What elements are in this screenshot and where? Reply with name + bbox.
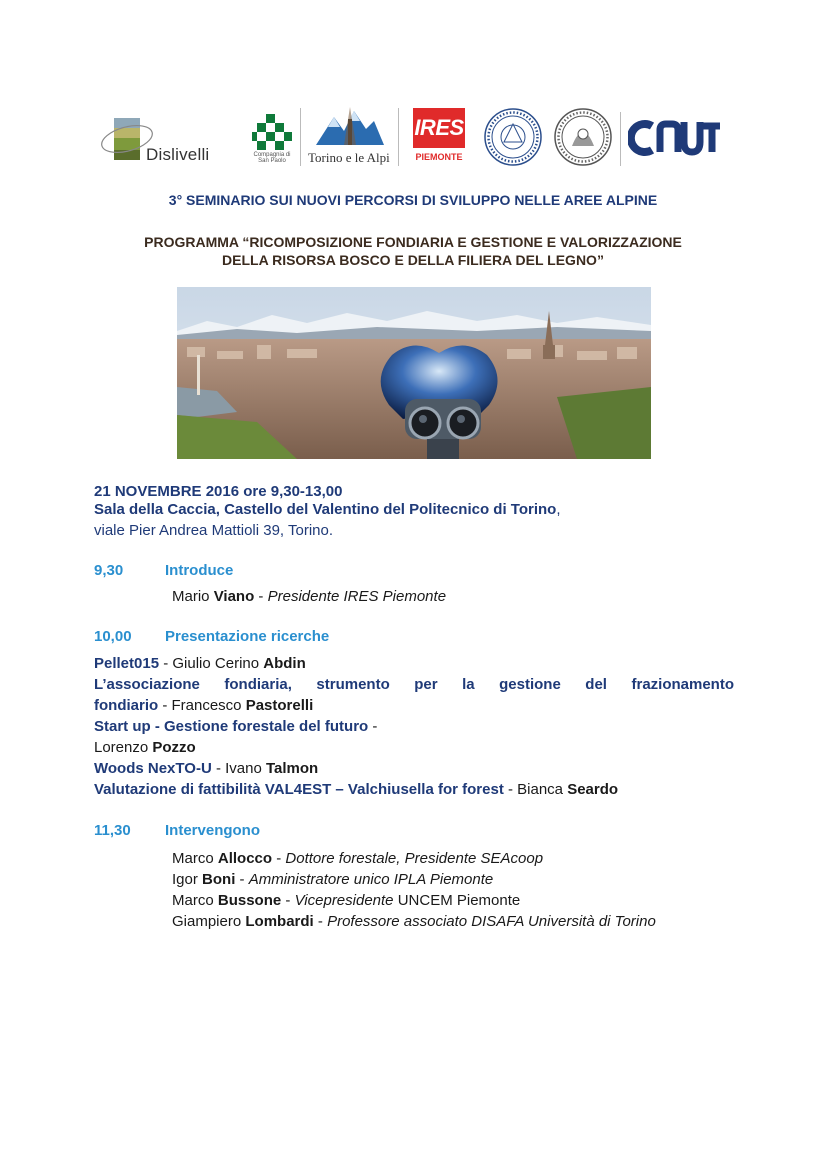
- speaker-separator: -: [272, 850, 286, 867]
- dislivelli-logo-text: Dislivelli: [146, 145, 210, 164]
- speaker-line: [172, 870, 493, 889]
- session-title: Introduce: [165, 562, 234, 579]
- presenter-prefix: - Bianca: [503, 781, 568, 798]
- speaker-role: Vicepresidente: [294, 892, 394, 909]
- presentation-title: Woods NexTO-U: [94, 760, 212, 777]
- torino-alpi-logo-icon: [314, 107, 386, 147]
- universita-torino-seal-icon: [554, 108, 612, 166]
- presenter-prefix: - Ivano: [211, 760, 266, 777]
- logo-divider: [620, 112, 621, 166]
- session-time: 10,00: [94, 628, 132, 645]
- presenter-first-name: Lorenzo: [94, 739, 149, 756]
- cnut-logo-icon: [628, 118, 722, 158]
- speaker-separator: -: [254, 588, 268, 605]
- presenter-last-name: Pozzo: [152, 739, 196, 756]
- presentation-item: [94, 654, 306, 673]
- session-time: 9,30: [94, 562, 124, 579]
- presenter-prefix: - Francesco: [158, 697, 246, 714]
- speaker-separator: -: [235, 871, 249, 888]
- speaker-first-name: Igor: [172, 871, 198, 888]
- speaker-first-name: Marco: [172, 892, 214, 909]
- speaker-last-name: Boni: [202, 871, 236, 888]
- speaker-first-name: Marco: [172, 850, 214, 867]
- seminar-title: 3° SEMINARIO SUI NUOVI PERCORSI DI SVILUPPO NELLE AREE ALPINE: [168, 192, 658, 208]
- presentation-title: Valutazione di fattibilità VAL4EST – Valchiusella for forest: [94, 781, 504, 798]
- logo-divider: [398, 108, 399, 166]
- speaker-first-name: Mario: [172, 588, 210, 605]
- event-date: 21 NOVEMBRE 2016 ore 9,30-13,00: [94, 483, 343, 500]
- speaker-last-name: Allocco: [217, 850, 273, 867]
- ires-piemonte-logo: [413, 108, 465, 164]
- presenter-prefix: - Giulio Cerino: [159, 655, 264, 672]
- politecnico-seal-icon: [484, 108, 542, 166]
- programme-title-line2: DELLA RISORSA BOSCO E DELLA FILIERA DEL LEGNO”: [222, 252, 604, 268]
- speaker-first-name: Giampiero: [172, 913, 242, 930]
- speaker-line: [172, 891, 520, 910]
- ires-logo-subtext: PIEMONTE: [415, 152, 463, 162]
- speaker-line: [172, 587, 446, 606]
- speaker-line: [172, 849, 543, 868]
- session-time: 11,30: [94, 822, 131, 839]
- presentation-title: Pellet015: [94, 655, 160, 672]
- programme-title: [60, 233, 766, 269]
- session-title: Intervengono: [165, 822, 261, 839]
- presentation-item: [94, 759, 318, 778]
- logo-divider: [300, 108, 301, 166]
- speaker-last-name: Bussone: [217, 892, 282, 909]
- speaker-role: Amministratore unico IPLA Piemonte: [248, 871, 494, 888]
- presenter-separator: -: [368, 718, 378, 735]
- speaker-separator: -: [281, 892, 295, 909]
- speaker-role: Professore associato DISAFA Università di Torino: [327, 913, 656, 930]
- speaker-separator: -: [313, 913, 328, 930]
- ires-logo-text: IRES: [413, 108, 465, 148]
- programme-title-line1: PROGRAMMA “RICOMPOSIZIONE FONDIARIA E GESTIONE E VALORIZZAZIONE: [144, 234, 682, 250]
- presenter-last-name: Talmon: [266, 760, 319, 777]
- presentation-title-cont: fondiario: [94, 697, 159, 714]
- presentation-title: Start up - Gestione forestale del futuro: [94, 718, 369, 735]
- venue-punctuation: ,: [556, 501, 561, 518]
- presenter-last-name: Pastorelli: [245, 697, 314, 714]
- speaker-last-name: Viano: [213, 588, 255, 605]
- presentation-item: [94, 696, 313, 715]
- presentation-item: [94, 780, 618, 799]
- speaker-last-name: Lombardi: [245, 913, 314, 930]
- speaker-org: UNCEM Piemonte: [393, 892, 521, 909]
- event-venue: [94, 500, 561, 519]
- session-title: Presentazione ricerche: [165, 628, 330, 645]
- speaker-role: Presidente IRES Piemonte: [267, 588, 447, 605]
- presenter-line: [94, 738, 196, 757]
- presentation-item: [94, 717, 377, 736]
- venue-name: Sala della Caccia, Castello del Valentino del Politecnico di Torino: [94, 501, 557, 518]
- torino-alpi-logo-text: Torino e le Alpi: [308, 150, 390, 165]
- presenter-last-name: Seardo: [567, 781, 619, 798]
- presenter-last-name: Abdin: [263, 655, 306, 672]
- speaker-role: Dottore forestale, Presidente SEAcoop: [285, 850, 544, 867]
- presentation-title: L’associazione fondiaria, strumento per la gestione del frazionamento: [94, 676, 734, 693]
- presentation-title-line: [94, 675, 734, 694]
- turin-panorama-binoculars-image: [177, 287, 651, 459]
- speaker-line: [172, 912, 656, 931]
- compagnia-san-paolo-logo-text: Compagnia di San Paolo: [253, 152, 291, 164]
- event-address: viale Pier Andrea Mattioli 39, Torino.: [94, 522, 334, 539]
